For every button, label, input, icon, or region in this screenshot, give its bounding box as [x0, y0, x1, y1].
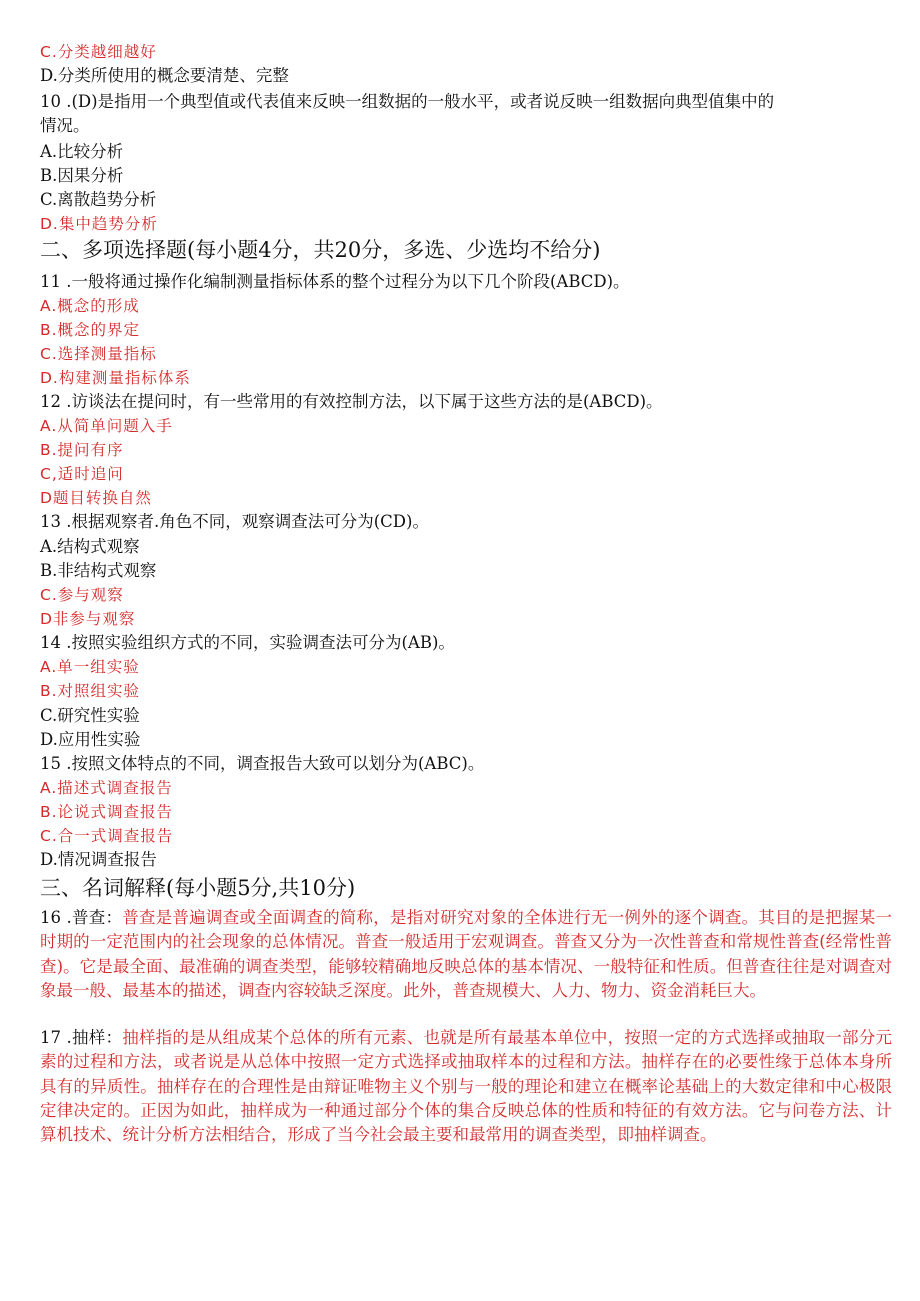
q12-option-a: A.从简单问题入手 — [40, 417, 173, 435]
q15-option-b: B.论说式调查报告 — [40, 803, 174, 821]
q12-stem: 12 .访谈法在提问时，有一些常用的有效控制方法，以下属于这些方法的是(ABCD)。 — [40, 392, 663, 411]
q11-option-a: A.概念的形成 — [40, 297, 140, 315]
q14-option-d: D.应用性实验 — [40, 730, 141, 749]
q15-option-c: C.合一式调查报告 — [40, 827, 174, 845]
q10-option-c: C.离散趋势分析 — [40, 190, 157, 209]
q12-option-d: D题目转换自然 — [40, 489, 152, 507]
q15-option-d: D.情况调查报告 — [40, 850, 157, 869]
section-3-heading: 三、名词解释(每小题5分,共10分) — [40, 876, 356, 900]
q17-definition — [40, 1026, 892, 1147]
q14-stem: 14 .按照实验组织方式的不同，实验调查法可分为(AB)。 — [40, 633, 455, 652]
q13-option-b: B.非结构式观察 — [40, 561, 157, 580]
q17-body: 抽样指的是从组成某个总体的所有元素、也就是所有最基本单位中，按照一定的方式选择或抽取一部分元素的过程和方法，或者说是从总体中按照一定方式选择或抽取样本的过程和方法。抽样存在的必要性缘于总体本身所具有的异质性。抽样存在的合理性是由辩证唯物主义个别与一般的理论和建立在概率论基础上的大数定律和中心极限定律决定的。正因为如此，抽样成为一种通过部分个体的集合反映总体的性质和特征的有效方法。它与问卷方法、计算机技术、统计分析方法相结合，形成了当今社会最主要和最常用的调查类型，即抽样调查。 — [40, 1028, 892, 1145]
q9-option-c: C.分类越细越好 — [40, 43, 157, 61]
q10-option-b: B.因果分析 — [40, 166, 124, 185]
q9-option-d: D.分类所使用的概念要清楚、完整 — [40, 66, 289, 85]
q15-stem: 15 .按照文体特点的不同，调查报告大致可以划分为(ABC)。 — [40, 754, 485, 773]
q16-definition — [40, 906, 892, 1003]
q16-term: 16 .普查： — [40, 908, 123, 927]
q11-stem: 11 .一般将通过操作化编制测量指标体系的整个过程分为以下几个阶段(ABCD)。 — [40, 272, 630, 291]
q15-option-a: A.描述式调查报告 — [40, 779, 173, 797]
q16-body: 普查是普遍调查或全面调查的简称，是指对研究对象的全体进行无一例外的逐个调查。其目的是把握某一时期的一定范围内的社会现象的总体情况。普查一般适用于宏观调查。普查又分为一次性普查和常规性普查(经常性普查)。它是最全面、最准确的调查类型，能够较精确地反映总体的基本情况、一般特征和性质。但普查往往是对调查对象最一般、最基本的描述，调查内容较缺乏深度。此外，普查规模大、人力、物力、资金消耗巨大。 — [40, 908, 892, 1000]
q13-stem: 13 .根据观察者.角色不同，观察调查法可分为(CD)。 — [40, 512, 429, 531]
section-2-heading: 二、多项选择题(每小题4分，共20分，多选、少选均不给分) — [40, 238, 601, 262]
q13-option-d: D非参与观察 — [40, 610, 136, 628]
q10-stem-line1: 10 .(D)是指用一个典型值或代表值来反映一组数据的一般水平，或者说反映一组数据向典型值集中的 — [40, 92, 775, 111]
q14-option-a: A.单一组实验 — [40, 658, 140, 676]
q11-option-b: B.概念的界定 — [40, 321, 141, 339]
q17-term: 17 .抽样： — [40, 1028, 123, 1047]
q11-option-c: C.选择测量指标 — [40, 345, 157, 363]
q13-option-c: C.参与观察 — [40, 586, 124, 604]
q14-option-b: B.对照组实验 — [40, 682, 141, 700]
q12-option-c: C,适时追问 — [40, 465, 124, 483]
q10-stem-line2: 情况。 — [40, 116, 90, 135]
q10-option-d: D.集中趋势分析 — [40, 215, 158, 233]
q12-option-b: B.提问有序 — [40, 441, 124, 459]
q13-option-a: A.结构式观察 — [40, 537, 140, 556]
q14-option-c: C.研究性实验 — [40, 706, 140, 725]
q10-option-a: A.比较分析 — [40, 142, 124, 161]
q11-option-d: D.构建测量指标体系 — [40, 369, 191, 387]
